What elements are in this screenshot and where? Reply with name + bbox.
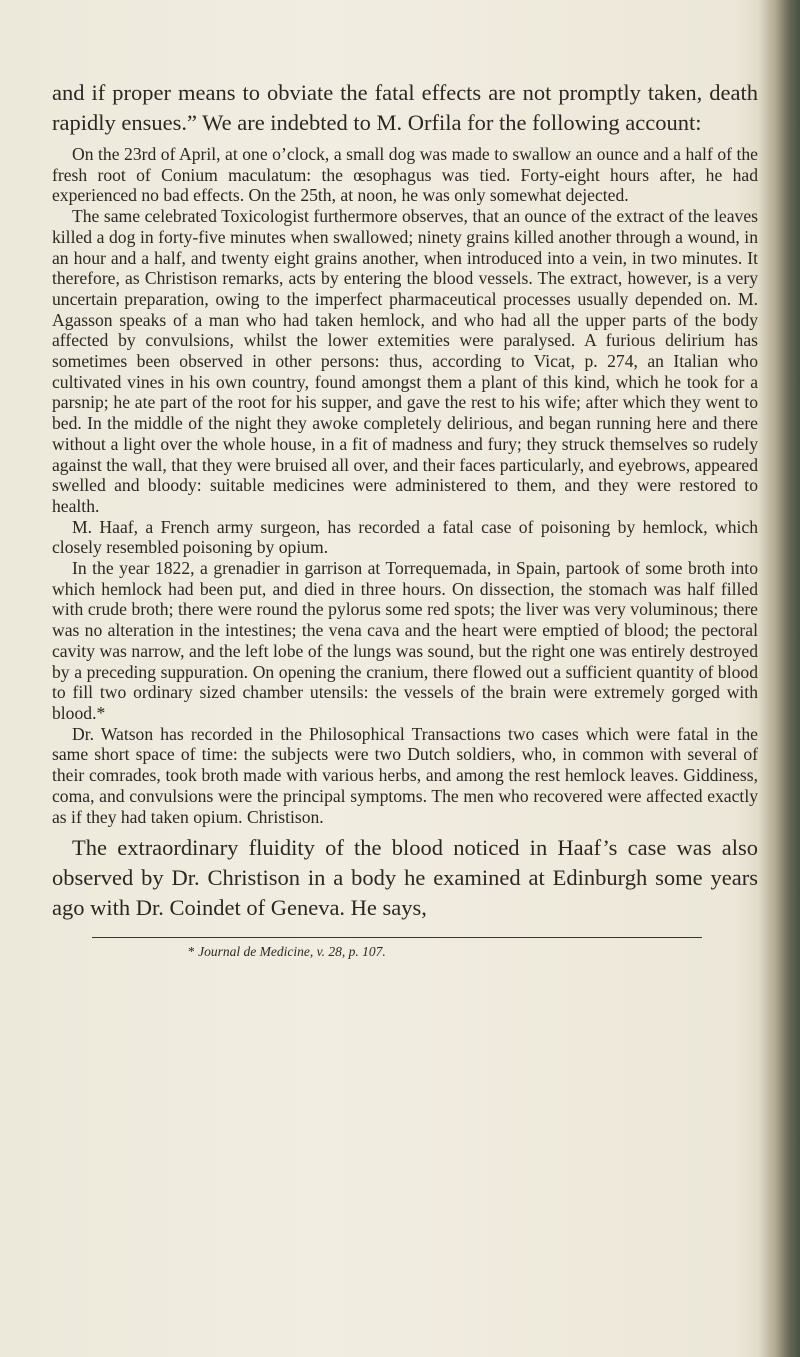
intro-paragraph: and if proper means to obviate the fatal effects are not promptly taken, death rapidly ensues.” We are indebted to M. Orfila for the following account: bbox=[52, 80, 758, 135]
page-text-block bbox=[52, 78, 758, 960]
footnote-divider bbox=[92, 937, 702, 938]
paragraph-haaf-case: M. Haaf, a French army surgeon, has recorded a fatal case of poisoning by hemlock, which closely resembled poisoning by opium. bbox=[52, 516, 758, 558]
footnote-text: Journal de Medicine, v. 28, p. 107. bbox=[198, 944, 386, 960]
footnote-marker: * bbox=[188, 944, 195, 960]
footnote bbox=[188, 944, 758, 960]
page-binding-edge bbox=[758, 0, 800, 1357]
paragraph-orfila-dog-experiment: On the 23rd of April, at one o’clock, a small dog was made to swallow an ounce and a half of the fresh root of Conium maculatum: the œsophagus was tied. Forty-eight hours after, he had experienced no bad effects. On the 25th, at noon, he was only somewhat dejected. bbox=[52, 144, 758, 206]
paragraph-watson-cases: Dr. Watson has recorded in the Philosophical Transactions two cases which were fatal in the same short space of time: the subjects were two Dutch soldiers, who, in common with several of their comrades, took broth made with various herbs, and among the rest hemlock leaves. Giddiness, coma, and convulsions were the principal symptoms. The men who recovered were affected exactly as if they had taken opium. Christison. bbox=[52, 723, 758, 827]
paragraph-blood-fluidity: The extraordinary fluidity of the blood noticed in Haaf’s case was also observed by Dr. Christison in a body he examined at Edinburgh some years ago with Dr. Coindet of Geneva. He says, bbox=[52, 835, 758, 921]
paragraph-toxicologist-observations: The same celebrated Toxicologist furthermore observes, that an ounce of the extract of the leaves killed a dog in forty-five minutes when swallowed; ninety grains killed another through a wound, in an hour and a half, and twenty eight grains another, when introduced into a vein, in two minutes. It therefore, as Christison remarks, acts by entering the blood vessels. The extract, however, is a very uncertain preparation, owing to the imperfect pharmaceutical processes usually depended on. M. Agasson speaks of a man who had taken hemlock, and who had all the upper parts of the body affected by convulsions, whilst the lower extemities were paralysed. A furious delirium has sometimes been observed in other persons: thus, according to Vicat, p. 274, an Italian who cultivated vines in his own country, found amongst them a plant of this kind, which he took for a parsnip; he ate part of the root for his supper, and gave the rest to his wife; after which they went to bed. In the middle of the night they awoke completely delirious, and began running here and there without a light over the whole house, in a fit of madness and fury; they struck themselves so rudely against the wall, that they were bruised all over, and their faces particularly, and eyebrows, appeared swelled and bloody: suitable medicines were administered to them, and they were restored to health. bbox=[52, 206, 759, 516]
paragraph-grenadier-case: In the year 1822, a grenadier in garrison at Torrequemada, in Spain, partook of some broth into which hemlock had been put, and died in three hours. On dissection, the stomach was half filled with crude broth; there were round the pylorus some red spots; the liver was very voluminous; there was no alteration in the intestines; the vena cava and the heart were emptied of blood; the pectoral cavity was narrow, and the left lobe of the lungs was sound, but the right one was entirely destroyed by a preceding suppuration. On opening the cranium, there flowed out a sufficient quantity of blood to fill two ordinary sized chamber utensils: the vessels of the brain were extremely gorged with blood.* bbox=[52, 558, 758, 723]
